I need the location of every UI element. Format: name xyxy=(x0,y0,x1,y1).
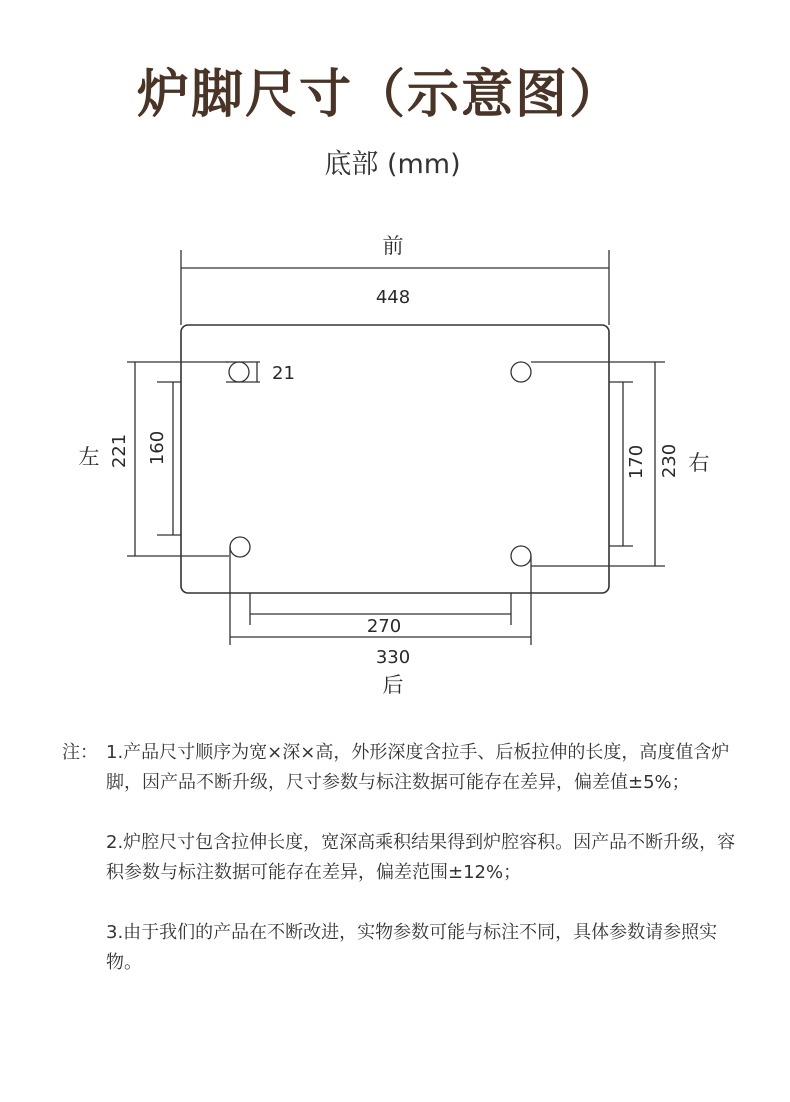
label-back: 后 xyxy=(382,673,404,697)
notes-section xyxy=(62,738,742,978)
foot-top-left xyxy=(229,362,249,382)
label-left: 左 xyxy=(78,445,100,469)
label-bottom-330: 330 xyxy=(375,647,411,668)
notes-prefix: 注： xyxy=(62,742,98,763)
note-text-2: 2.炉腔尺寸包含拉伸长度，宽深高乘积结果得到炉腔容积。因产品不断升级，容积参数与标注数据可能存在差异，偏差范围±12%； xyxy=(106,832,736,883)
label-right-170: 170 xyxy=(626,444,647,480)
label-left-221: 221 xyxy=(109,433,130,469)
foot-bottom-right xyxy=(511,546,531,566)
label-left-160: 160 xyxy=(147,430,168,466)
foot-bottom-left xyxy=(230,537,250,557)
base-plate xyxy=(181,325,609,593)
label-right: 右 xyxy=(688,451,710,475)
label-front: 前 xyxy=(382,234,404,258)
note-item xyxy=(62,738,742,798)
label-foot-21: 21 xyxy=(272,363,295,384)
foot-top-right xyxy=(511,362,531,382)
note-item xyxy=(62,828,742,888)
label-right-230: 230 xyxy=(659,443,680,479)
note-text-1: 1.产品尺寸顺序为宽×深×高，外形深度含拉手、后板拉伸的长度，高度值含炉脚，因产品不断升级，尺寸参数与标注数据可能存在差异，偏差值±5%； xyxy=(106,742,730,793)
page-title: 炉脚尺寸（示意图） xyxy=(136,65,623,125)
note-text-3: 3.由于我们的产品在不断改进，实物参数可能与标注不同，具体参数请参照实物。 xyxy=(106,922,718,973)
diagram-subtitle: 底部 (mm) xyxy=(324,149,461,180)
label-bottom-270: 270 xyxy=(366,616,402,637)
label-width-448: 448 xyxy=(375,287,411,308)
note-item xyxy=(62,918,742,978)
